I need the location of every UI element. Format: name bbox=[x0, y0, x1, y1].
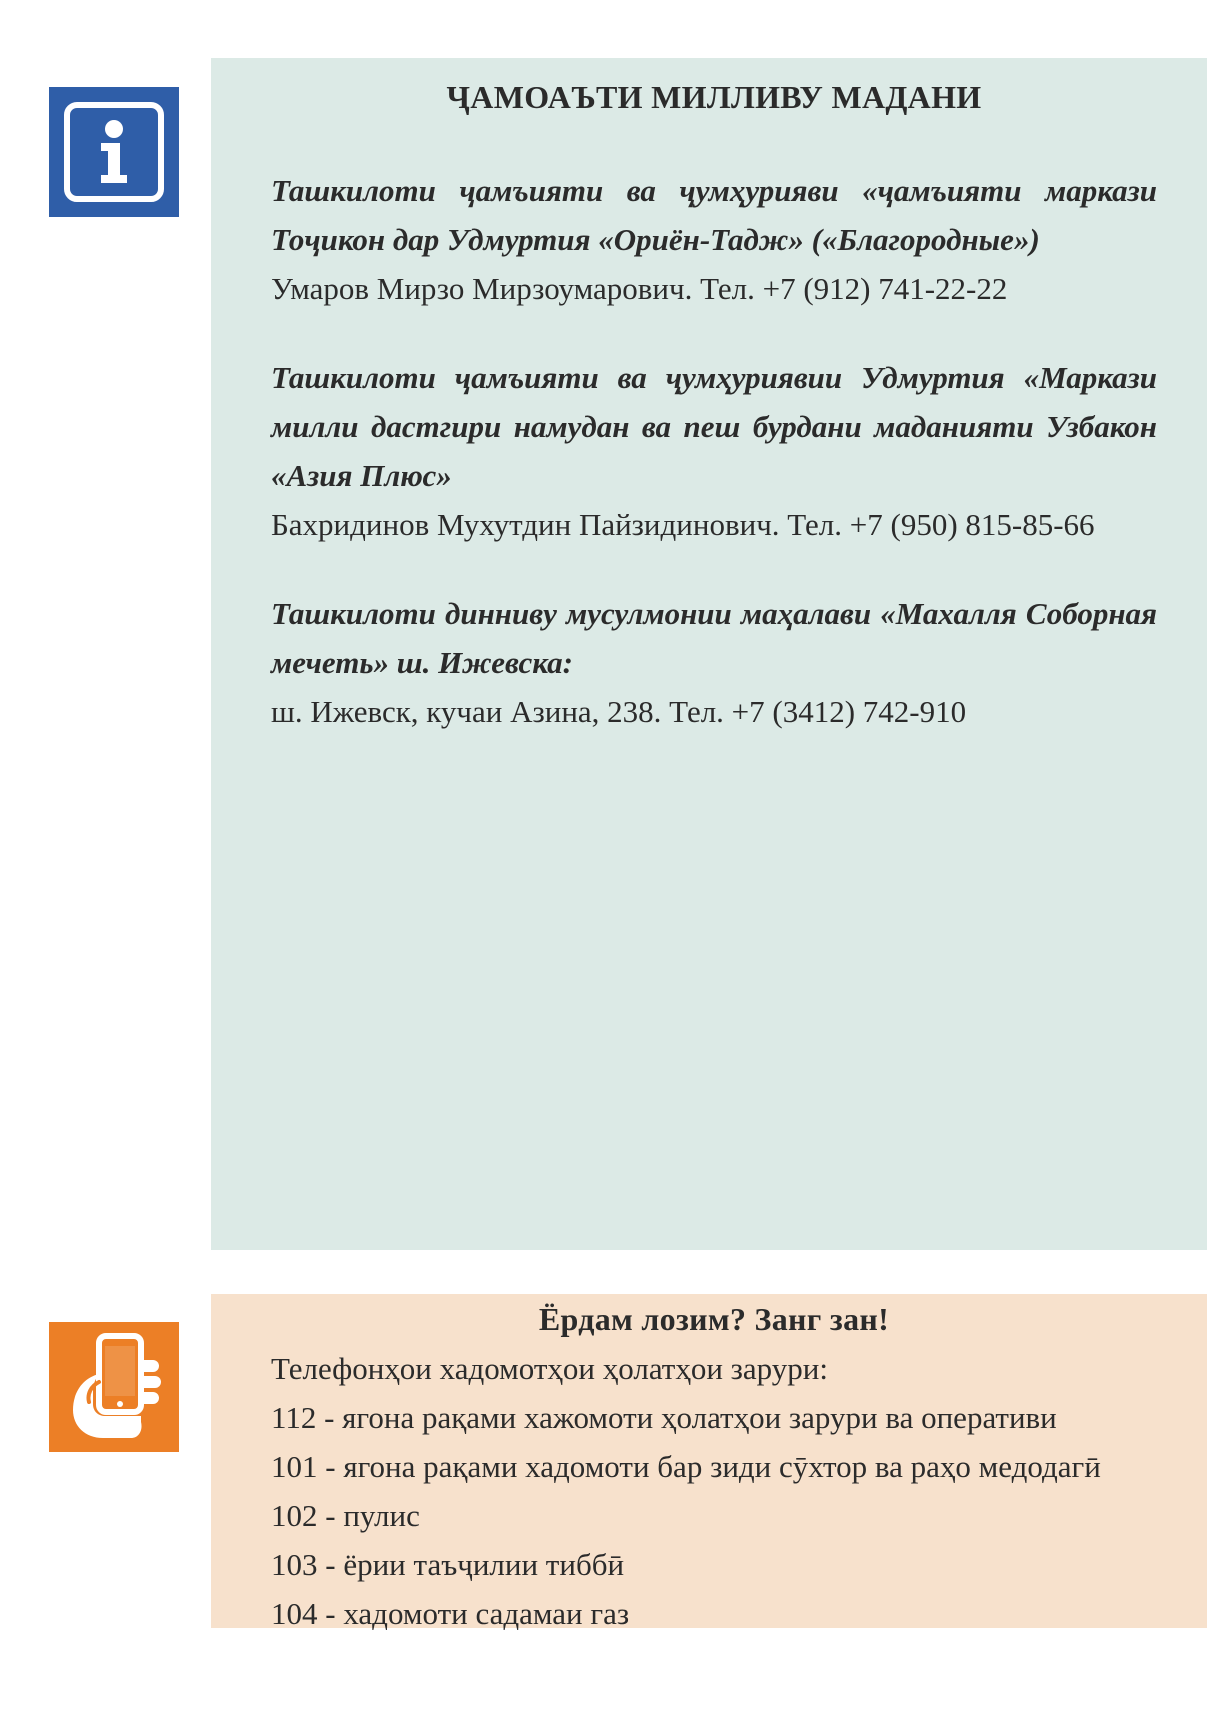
organization-name: Ташкилоти динниву мусулмонии маҳалави «Махалля Соборная мечеть» ш. Ижевска: bbox=[271, 596, 1157, 680]
organization-name: Ташкилоти ҷамъияти ва ҷумҳурияви «ҷамъияти маркази Тоҷикон дар Удмуртия «Ориён-Тадж» («Благородные») bbox=[271, 173, 1157, 257]
hand-phone-icon bbox=[49, 1322, 179, 1452]
communities-heading: ҶАМОАЪТИ МИЛЛИВУ МАДАНИ bbox=[446, 79, 982, 115]
organization-entry bbox=[271, 166, 1157, 313]
communities-panel bbox=[211, 58, 1207, 1250]
emergency-number-item: 112 - ягона рақами хажомоти ҳолатҳои зарури ва оперативи bbox=[271, 1400, 1057, 1435]
organization-entry bbox=[271, 353, 1157, 549]
organization-contact: ш. Ижевск, кучаи Азина, 238. Тел. +7 (3412) 742-910 bbox=[271, 694, 967, 729]
emergency-number-item: 101 - ягона рақами хадомоти бар зиди сӯхтор ва раҳо медодагӣ bbox=[271, 1449, 1101, 1484]
organization-contact: Умаров Мирзо Мирзоумарович. Тел. +7 (912) 741-22-22 bbox=[271, 271, 1008, 306]
emergency-panel bbox=[211, 1294, 1207, 1631]
info-icon bbox=[49, 87, 179, 217]
emergency-number-item: 104 - хадомоти садамаи газ bbox=[271, 1596, 630, 1631]
organization-name: Ташкилоти ҷамъияти ва ҷумҳуриявии Удмуртия «Маркази милли дастгири намудан ва пеш бурдани маданияти Узбакон «Азия Плюс» bbox=[271, 360, 1157, 493]
organization-entry bbox=[271, 589, 1157, 736]
emergency-number-item: 102 - пулис bbox=[271, 1498, 420, 1533]
emergency-heading: Ёрдам лозим? Занг зан! bbox=[538, 1301, 890, 1337]
emergency-subtitle: Телефонҳои хадомотҳои ҳолатҳои зарури: bbox=[271, 1351, 828, 1386]
emergency-number-item: 103 - ёрии таъҷилии тиббӣ bbox=[271, 1547, 625, 1582]
organization-contact: Бахридинов Мухутдин Пайзидинович. Тел. +7 (950) 815-85-66 bbox=[271, 507, 1095, 542]
